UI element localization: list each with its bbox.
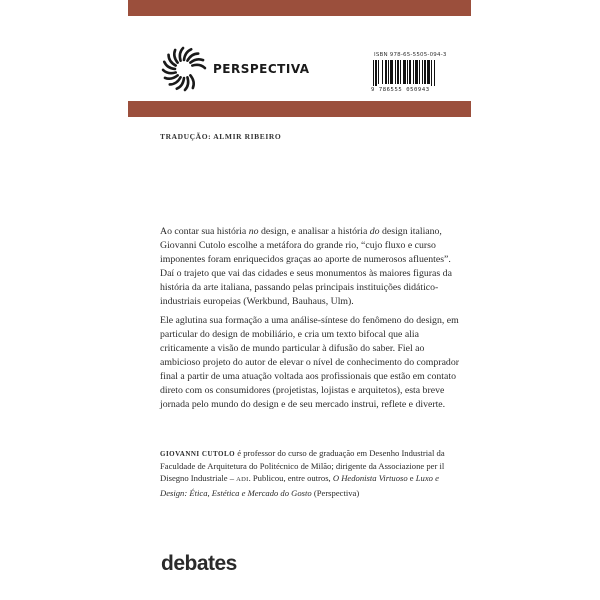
blurb-text: design, e analisar a história [258,226,370,237]
bio-acronym: ADI [236,476,249,484]
perspectiva-logo-icon [160,45,208,93]
blurb-text: Ao contar sua história [160,226,249,237]
author-bio [160,447,460,499]
blurb-paragraph-2: Ele aglutina sua formação a uma análise-síntese do fenômeno do design, em particular do design de mobiliário, e cria um texto bifocal que alia criticamente a visão de mundo particular à difusão do saber. Fiel ao ambicioso projeto do autor de elevar o nível de conhecimento do comprador final a partir de uma atuação voltada aos profissionais que estão em contato direto com os consumidores (projetistas, lojistas e arquitetos), esta breve jornada pelo mundo do design e de seu mercado instrui, reflete e diverte. [160,314,459,411]
translation-credit: TRADUÇÃO: ALMIR RIBEIRO [160,132,282,141]
publisher-name: PERSPECTIVA [213,62,310,76]
middle-color-band [128,101,471,117]
book-title: Luxo e Design: Ética, Estética e Mercado do Gosto [160,473,439,498]
author-name: GIOVANNI CUTOLO [160,450,236,458]
bio-text: (Perspectiva) [311,487,360,498]
bio-text: e [407,473,416,484]
blurb-text: design italiano, Giovanni Cutolo escolhe a metáfora do grande rio, “cujo fluxo e curso imponentes foram enriquecidos graças ao aporte de numerosos afluentes”. Daí o trajeto que vai das cidades e seus monumentos às maiores figuras da história da arte italiana, passando pelas principais instituições didático-industriais europeias (Werkbund, Bauhaus, Ulm). [160,226,452,308]
back-cover-blurb [160,225,460,416]
bio-text: . Publicou, entre outros, [248,473,333,484]
series-name: debates [161,552,237,575]
barcode-number: 9 786555 050943 [371,87,430,93]
blurb-emphasis: no [248,226,259,237]
barcode-icon [371,60,457,86]
blurb-emphasis: do [369,226,380,237]
isbn-label: ISBN 978-65-5505-094-3 [374,52,447,58]
book-title: O Hedonista Virtuoso [332,473,408,484]
blurb-paragraph-1 [160,225,460,310]
top-color-band [128,0,471,16]
bio-text: é professor do curso de graduação em Desenho Industrial da Faculdade de Arquitetura do Politécnico de Milão; dirigente da Associazione per il Disegno Industriale – [160,448,445,484]
